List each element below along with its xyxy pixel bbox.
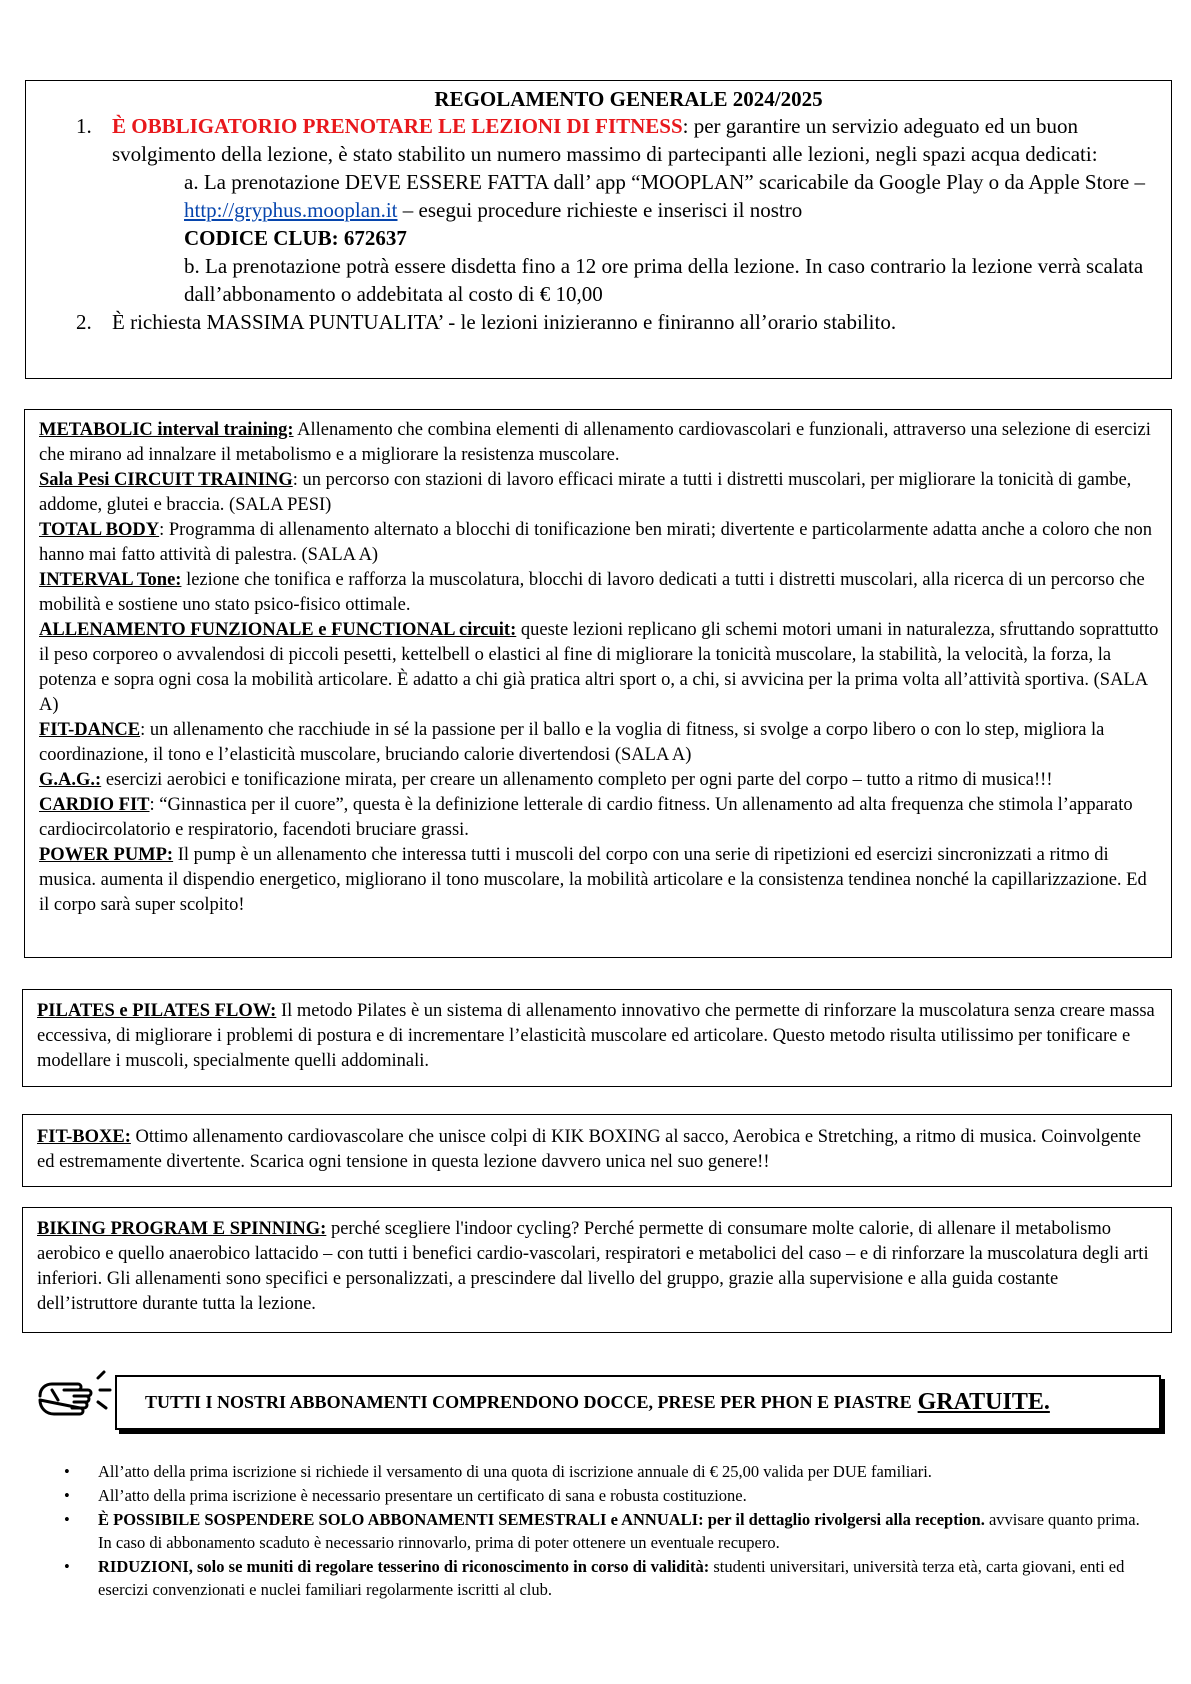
banner-emphasis: GRATUITE. [917, 1389, 1050, 1415]
fit-boxe-box [22, 1114, 1172, 1187]
bullet-icon: • [64, 1462, 70, 1481]
biking-term: BIKING PROGRAM E SPINNING: [37, 1219, 327, 1239]
class-description: : “Ginnastica per il cuore”, questa è la definizione letterale di cardio fitness. Un allenamento ad alta frequenza che stimola l’apparato cardiocircolatorio e respiratorio, facendoti bruciare grassi. [39, 795, 1133, 840]
class-term: G.A.G.: [39, 770, 102, 790]
class-item [39, 718, 1159, 768]
rule-1a [184, 168, 1155, 252]
class-description: : un percorso con stazioni di lavoro efficaci mirate a tutti i distretti muscolari, per migliorare la tonicità di gambe, addome, glutei e braccia. (SALA PESI) [39, 470, 1132, 515]
rule-1 [26, 112, 1171, 168]
class-term: TOTAL BODY [39, 520, 160, 540]
rule-1b: b. La prenotazione potrà essere disdetta fino a 12 ore prima della lezione. In caso contrario la lezione verrà scalata dall’abbonamento o addebitata al costo di € 10,00 [184, 254, 1144, 306]
biking-box [22, 1207, 1172, 1333]
rule-2-number: 2. [76, 310, 92, 334]
rules-title: REGOLAMENTO GENERALE 2024/2025 [434, 87, 823, 111]
pilates-description: Il metodo Pilates è un sistema di allenamento innovativo che permette di rinforzare la muscolatura senza creare massa eccessiva, di migliorare i problemi di postura e di incrementare l’elasticità muscolare ed articolare. Questo metodo risulta utilissimo per tonificare e modellare i muscoli, specialmente quelli addominali. [37, 1001, 1155, 1071]
list-item [60, 1460, 1140, 1483]
pilates-term: PILATES e PILATES FLOW: [37, 1001, 277, 1021]
class-description: Allenamento che combina elementi di allenamento cardiovascolari e funzionali, attraverso una selezione di esercizi che mirano ad innalzare il metabolismo e a migliorare la resistenza muscolare. [39, 420, 1151, 465]
list-item [60, 1555, 1140, 1601]
mooplan-link[interactable]: http://gryphus.mooplan.it [184, 198, 398, 222]
note-text: studenti universitari, università terza età, carta giovani, enti ed esercizi convenzionati e nuclei familiari regolarmente iscritti al club. [98, 1557, 1125, 1599]
class-item [39, 518, 1159, 568]
class-item [39, 618, 1159, 718]
notes-list [60, 1460, 1140, 1602]
rule-1a-text-2: – esegui procedure richieste e inserisci il nostro [397, 198, 803, 222]
note-text: All’atto della prima iscrizione si richiede il versamento di una quota di iscrizione annuale di € 25,00 valida per DUE familiari. [98, 1462, 932, 1481]
note-bold: RIDUZIONI, solo se muniti di regolare tesserino di riconoscimento in corso di validità: [98, 1557, 710, 1576]
class-term: POWER PUMP: [39, 845, 174, 865]
rule-1a-text: a. La prenotazione DEVE ESSERE FATTA dall’ app “MOOPLAN” scaricabile da Google Play o da Apple Store – [184, 170, 1145, 194]
bullet-icon: • [64, 1557, 70, 1576]
class-description: Il pump è un allenamento che interessa tutti i muscoli del corpo con una serie di ripetizioni ed esercizi sincronizzati a ritmo di musica. aumenta il dispendio energetico, migliorano il tono muscolare, la mobilità articolare e la consistenza tendinea nonché la capillarizzazione. Ed il corpo sarà super scolpito! [39, 845, 1147, 915]
fit-boxe-description: Ottimo allenamento cardiovascolare che unisce colpi di KIK BOXING al sacco, Aerobica e Stretching, a ritmo di musica. Coinvolgente ed estremamente divertente. Scarica ogni tensione in questa lezione davvero unica nel suo genere!! [37, 1127, 1141, 1172]
class-term: METABOLIC interval training: [39, 420, 294, 440]
rule-1-highlight: È OBBLIGATORIO PRENOTARE LE LEZIONI DI FITNESS [112, 114, 683, 138]
class-term: ALLENAMENTO FUNZIONALE e FUNCTIONAL circuit: [39, 620, 517, 640]
rule-1-number: 1. [76, 114, 92, 138]
class-term: CARDIO FIT [39, 795, 150, 815]
class-term: FIT-DANCE [39, 720, 141, 740]
pilates-box [22, 989, 1172, 1087]
class-description: : Programma di allenamento alternato a blocchi di tonificazione ben mirati; divertente e particolarmente adatta anche a coloro che non hanno mai fatto attività di palestra. (SALA A) [39, 520, 1153, 565]
class-item [39, 768, 1159, 793]
class-item [39, 468, 1159, 518]
note-bold: È POSSIBILE SOSPENDERE SOLO ABBONAMENTI SEMESTRALI e ANNUALI: per il dettaglio rivolgersi alla reception. [98, 1510, 985, 1529]
rule-2 [26, 308, 1171, 336]
class-description: queste lezioni replicano gli schemi motori umani in naturalezza, sfruttando soprattutto il peso corporeo o avvalendosi di piccoli pesetti, kettelbell o elastici al fine di migliorare la tonicità muscolare, la stabilità, la velocità, la forza, la potenza e sopra ogni cosa la mobilità articolare. È adatto a chi già pratica altri sport o, a chi, si avvicina per la prima volta all’attività sportiva. (SALA A) [39, 620, 1159, 715]
biking-description: perché scegliere l'indoor cycling? Perché permette di consumare molte calorie, di allenare il metabolismo aerobico e quello anaerobico lattacido – con tutti i benefici cardio-vascolari, respiratori e metabolici del caso – e di rinforzare la muscolatura degli arti inferiori. Gli allenamenti sono specifici e personalizzati, a prescindere dal livello del gruppo, grazie alla supervisione e alla guida costante dell’istruttore durante tutta la lezione. [37, 1219, 1149, 1314]
class-term: INTERVAL Tone: [39, 570, 182, 590]
included-services-banner [115, 1375, 1161, 1430]
class-item [39, 568, 1159, 618]
class-description: esercizi aerobici e tonificazione mirata, per creare un allenamento completo per ogni parte del corpo – tutto a ritmo di musica!!! [101, 770, 1053, 790]
note-text: All’atto della prima iscrizione è necessario presentare un certificato di sana e robusta costituzione. [98, 1486, 747, 1505]
class-item [39, 418, 1159, 468]
class-term: Sala Pesi CIRCUIT TRAINING [39, 470, 293, 490]
bullet-icon: • [64, 1510, 70, 1529]
bullet-icon: • [64, 1486, 70, 1505]
banner-text: TUTTI I NOSTRI ABBONAMENTI COMPRENDONO DOCCE, PRESE PER PHON E PIASTRE [145, 1392, 912, 1412]
list-item [60, 1508, 1140, 1554]
class-description: : un allenamento che racchiude in sé la passione per il ballo e la voglia di fitness, si svolge a corpo libero o con lo step, migliora la coordinazione, il tono e l’elasticità muscolare, bruciando calorie divertendosi (SALA A) [39, 720, 1105, 765]
classes-box [24, 409, 1172, 958]
rules-box [25, 80, 1172, 379]
rule-2-text: È richiesta MASSIMA PUNTUALITA’ - le lezioni inizieranno e finiranno all’orario stabilito. [112, 310, 897, 334]
club-code: CODICE CLUB: 672637 [184, 226, 407, 250]
fit-boxe-term: FIT-BOXE: [37, 1127, 131, 1147]
pointing-hand-icon [34, 1368, 112, 1430]
rule-1-text: : per garantire un servizio adeguato ed un buon svolgimento della lezione, è stato stabilito un numero massimo di partecipanti alle lezioni, negli spazi acqua dedicati: [112, 114, 1098, 166]
class-item [39, 843, 1159, 918]
list-item [60, 1484, 1140, 1507]
note-text: avvisare quanto prima. In caso di abbonamento scaduto è necessario rinnovarlo, prima di poter ottenere un eventuale recupero. [98, 1510, 1140, 1552]
class-description: lezione che tonifica e rafforza la muscolatura, blocchi di lavoro dedicati a tutti i distretti muscolari, alla ricerca di un percorso che mobilità e sostiene uno stato psico-fisico ottimale. [39, 570, 1145, 615]
class-item [39, 793, 1159, 843]
